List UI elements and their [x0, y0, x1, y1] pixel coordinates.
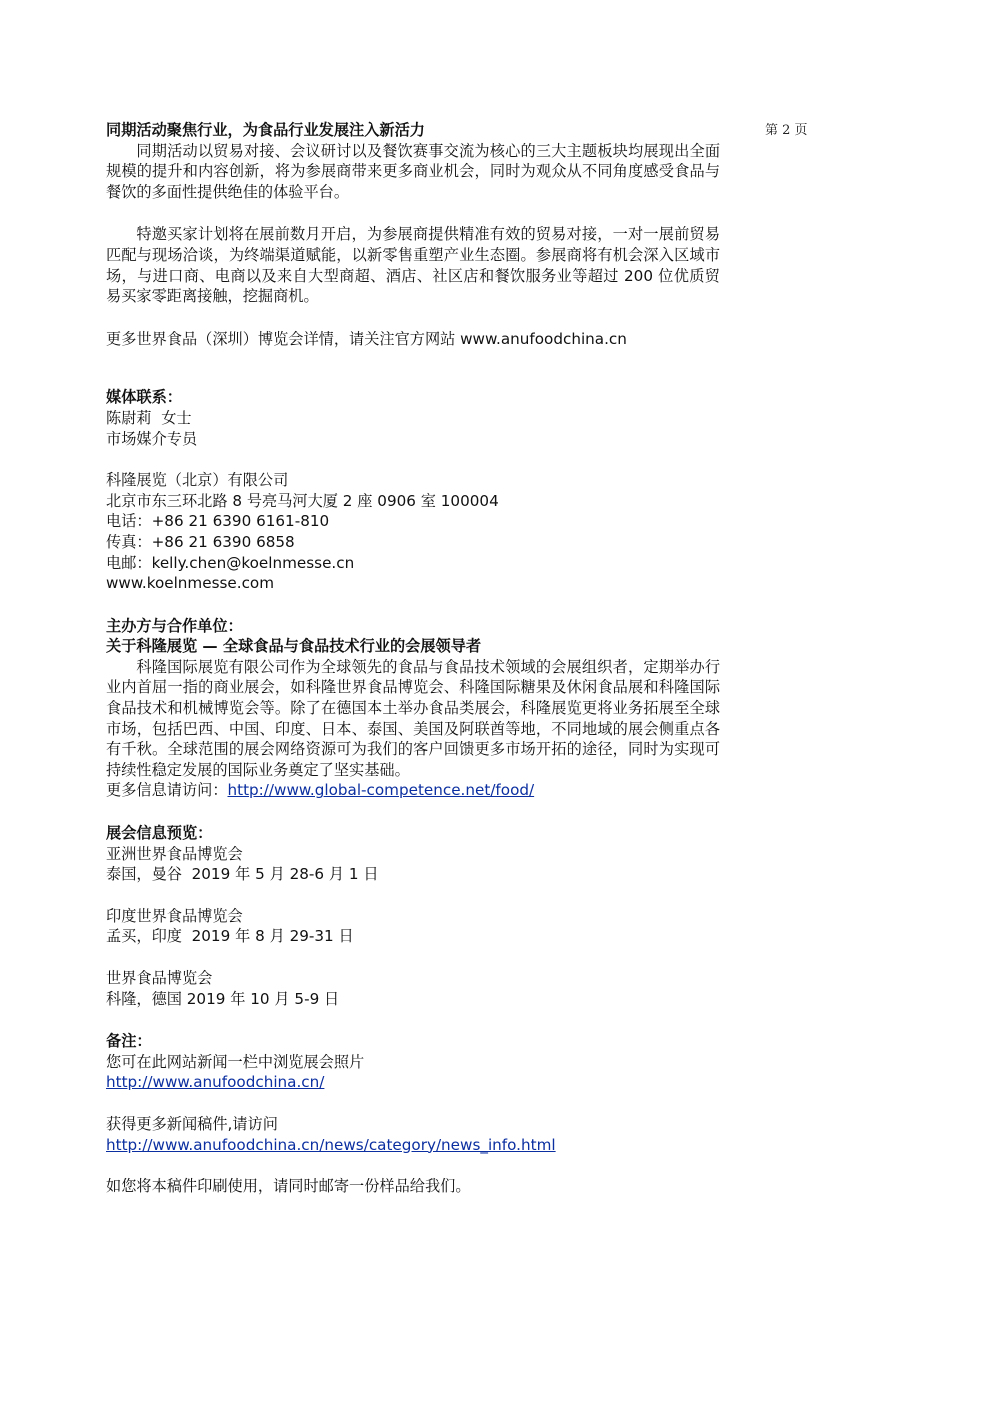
phone-number: 电话：+86 21 6390 6161-810 [106, 512, 330, 531]
event-detail: 孟买，印度 2019 年 8 月 29-31 日 [106, 927, 354, 946]
company-address: 北京市东三环北路 8 号亮马河大厦 2 座 0906 室 100004 [106, 491, 499, 510]
media-heading: 媒体联系： [106, 388, 182, 407]
news-text: 获得更多新闻稿件,请访问 [106, 1114, 278, 1133]
photos-link[interactable]: http://www.anufoodchina.cn/ [106, 1073, 325, 1092]
news-link[interactable]: http://www.anufoodchina.cn/news/category/news_info.html [106, 1135, 556, 1154]
company-name: 科隆展览（北京）有限公司 [106, 471, 289, 490]
organizer-more-line [106, 780, 720, 801]
event-name: 亚洲世界食品博览会 [106, 844, 243, 863]
section-heading-activities: 同期活动聚焦行业，为食品行业发展注入新活力 [106, 121, 425, 139]
paragraph-activities: 同期活动以贸易对接、会议研讨以及餐饮赛事交流为核心的三大主题板块均展现出全面规模的提升和内容创新，将为参展商带来更多商业机会，同时为观众从不同角度感受食品与餐饮的多面性提供绝佳的体验平台。 [106, 141, 720, 201]
email-address: 电邮：kelly.chen@koelnmesse.cn [106, 553, 355, 572]
event-detail: 泰国，曼谷 2019 年 5 月 28-6 月 1 日 [106, 865, 379, 884]
global-competence-link[interactable]: http://www.global-competence.net/food/ [227, 781, 535, 800]
fax-number: 传真：+86 21 6390 6858 [106, 532, 295, 551]
event-detail: 科隆，德国 2019 年 10 月 5-9 日 [106, 989, 340, 1008]
organizer-block [106, 616, 720, 801]
contact-title: 市场媒介专员 [106, 429, 198, 448]
notes-heading: 备注： [106, 1032, 152, 1051]
page-number: 第 2 页 [765, 123, 808, 138]
company-website: www.koelnmesse.com [106, 574, 275, 593]
event-name: 世界食品博览会 [106, 969, 213, 987]
organizer-more-label: 更多信息请访问： [106, 781, 228, 800]
photos-text: 您可在此网站新闻一栏中浏览展会照片 [106, 1052, 365, 1071]
organizer-paragraph: 科隆国际展览有限公司作为全球领先的食品与食品技术领域的会展组织者，定期举办行业内首屈一指的商业展会，如科隆世界食品博览会、科隆国际糖果及休闲食品展和科隆国际食品技术和机械博览会等。除了在德国本土举办食品类展会，科隆展览更将业务拓展至全球市场，包括巴西、中国、印度、日本、泰国、美国及阿联酋等地，不同地域的展会侧重点各有千秋。全球范围的展会网络资源可为我们的客户回馈更多市场开拓的途径，同时为实现可持续性稳定发展的国际业务奠定了坚实基础。 [106, 657, 720, 779]
media-contact-block [106, 387, 720, 593]
paragraph-buyers: 特邀买家计划将在展前数月开启，为参展商提供精准有效的贸易对接，一对一展前贸易匹配与现场洽谈，为终端渠道赋能，以新零售重塑产业生态圈。参展商将有机会深入区域市场，与进口商、电商以及来自大型商超、酒店、社区店和餐饮服务业等超过 200 位优质贸易买家零距离接触，挖掘商机。 [106, 225, 720, 306]
document-body [106, 120, 720, 1197]
event-name: 印度世界食品博览会 [106, 906, 243, 925]
contact-name: 陈尉莉 女士 [106, 408, 192, 427]
more-info-text: 更多世界食品（深圳）博览会详情，请关注官方网站 www.anufoodchina.cn [106, 329, 627, 348]
organizer-heading: 主办方与合作单位： [106, 616, 243, 635]
organizer-subheading: 关于科隆展览 — 全球食品与食品技术行业的会展领导者 [106, 637, 482, 656]
preview-heading: 展会信息预览： [106, 824, 213, 843]
preview-block [106, 823, 720, 1009]
notes-block [106, 1031, 720, 1197]
print-note: 如您将本稿件印刷使用，请同时邮寄一份样品给我们。 [106, 1177, 471, 1196]
